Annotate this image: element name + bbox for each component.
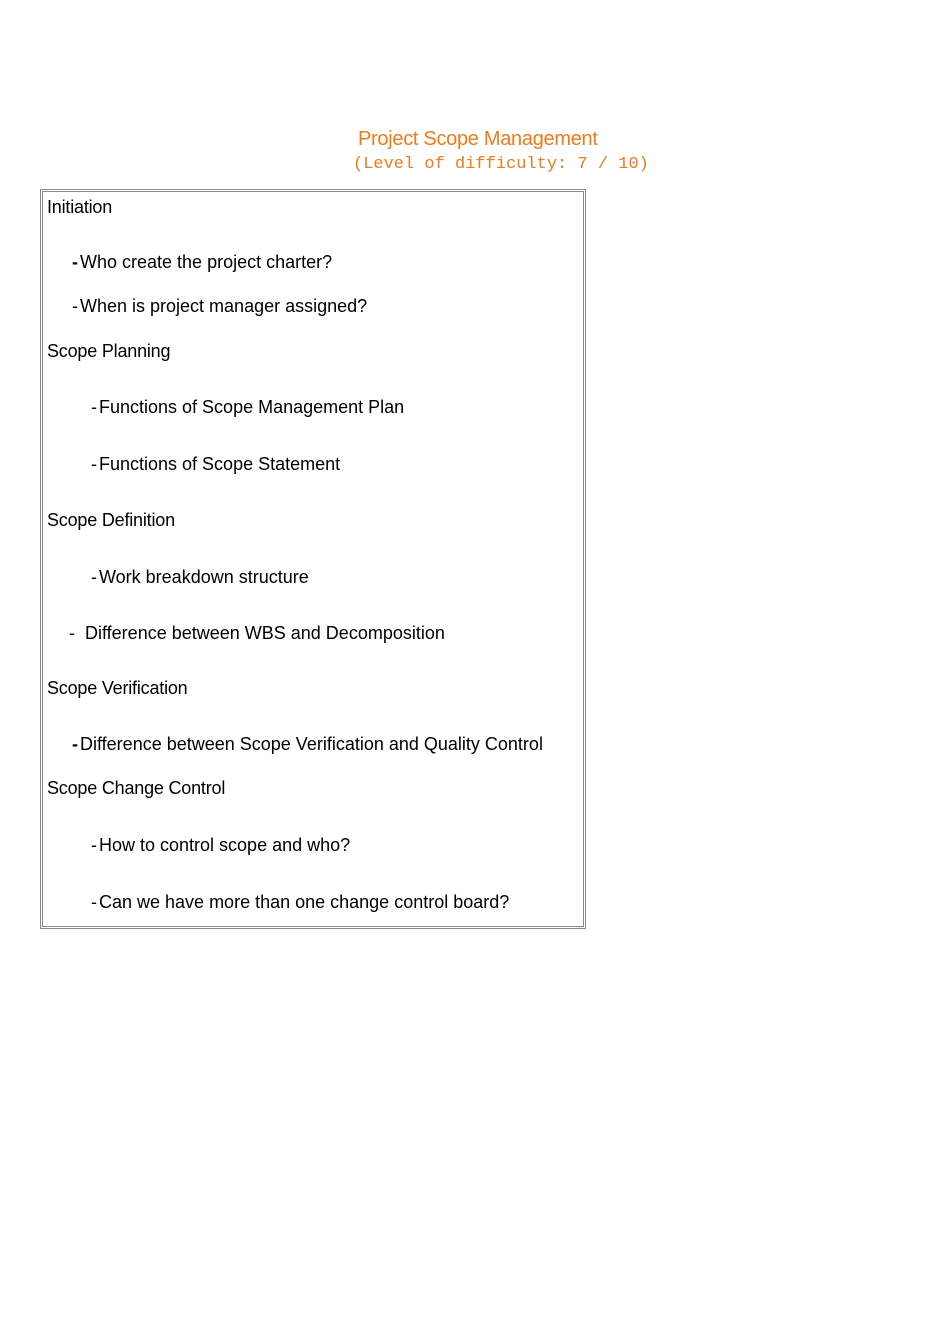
section-heading-scope-change-control: Scope Change Control <box>47 778 226 798</box>
list-item: - Functions of Scope Statement <box>91 454 341 474</box>
list-item: - Work breakdown structure <box>91 567 309 587</box>
list-item: - How to control scope and who? <box>91 835 351 855</box>
list-item: - Difference between WBS and Decomposition <box>69 623 445 643</box>
list-item: - Difference between Scope Verification and Quality Control <box>72 734 543 754</box>
section-heading-initiation: Initiation <box>47 197 113 217</box>
difficulty-subtitle: (Level of difficulty: 7 / 10) <box>353 155 649 174</box>
page-title: Project Scope Management <box>358 128 598 150</box>
section-heading-scope-verification: Scope Verification <box>47 678 188 698</box>
section-heading-scope-definition: Scope Definition <box>47 510 175 530</box>
list-item: - Who create the project charter? <box>72 252 333 272</box>
section-heading-scope-planning: Scope Planning <box>47 341 171 361</box>
list-item: - Can we have more than one change control board? <box>91 892 510 912</box>
outline-box <box>40 189 586 929</box>
list-item: - Functions of Scope Management Plan <box>91 397 405 417</box>
list-item: - When is project manager assigned? <box>72 296 368 316</box>
